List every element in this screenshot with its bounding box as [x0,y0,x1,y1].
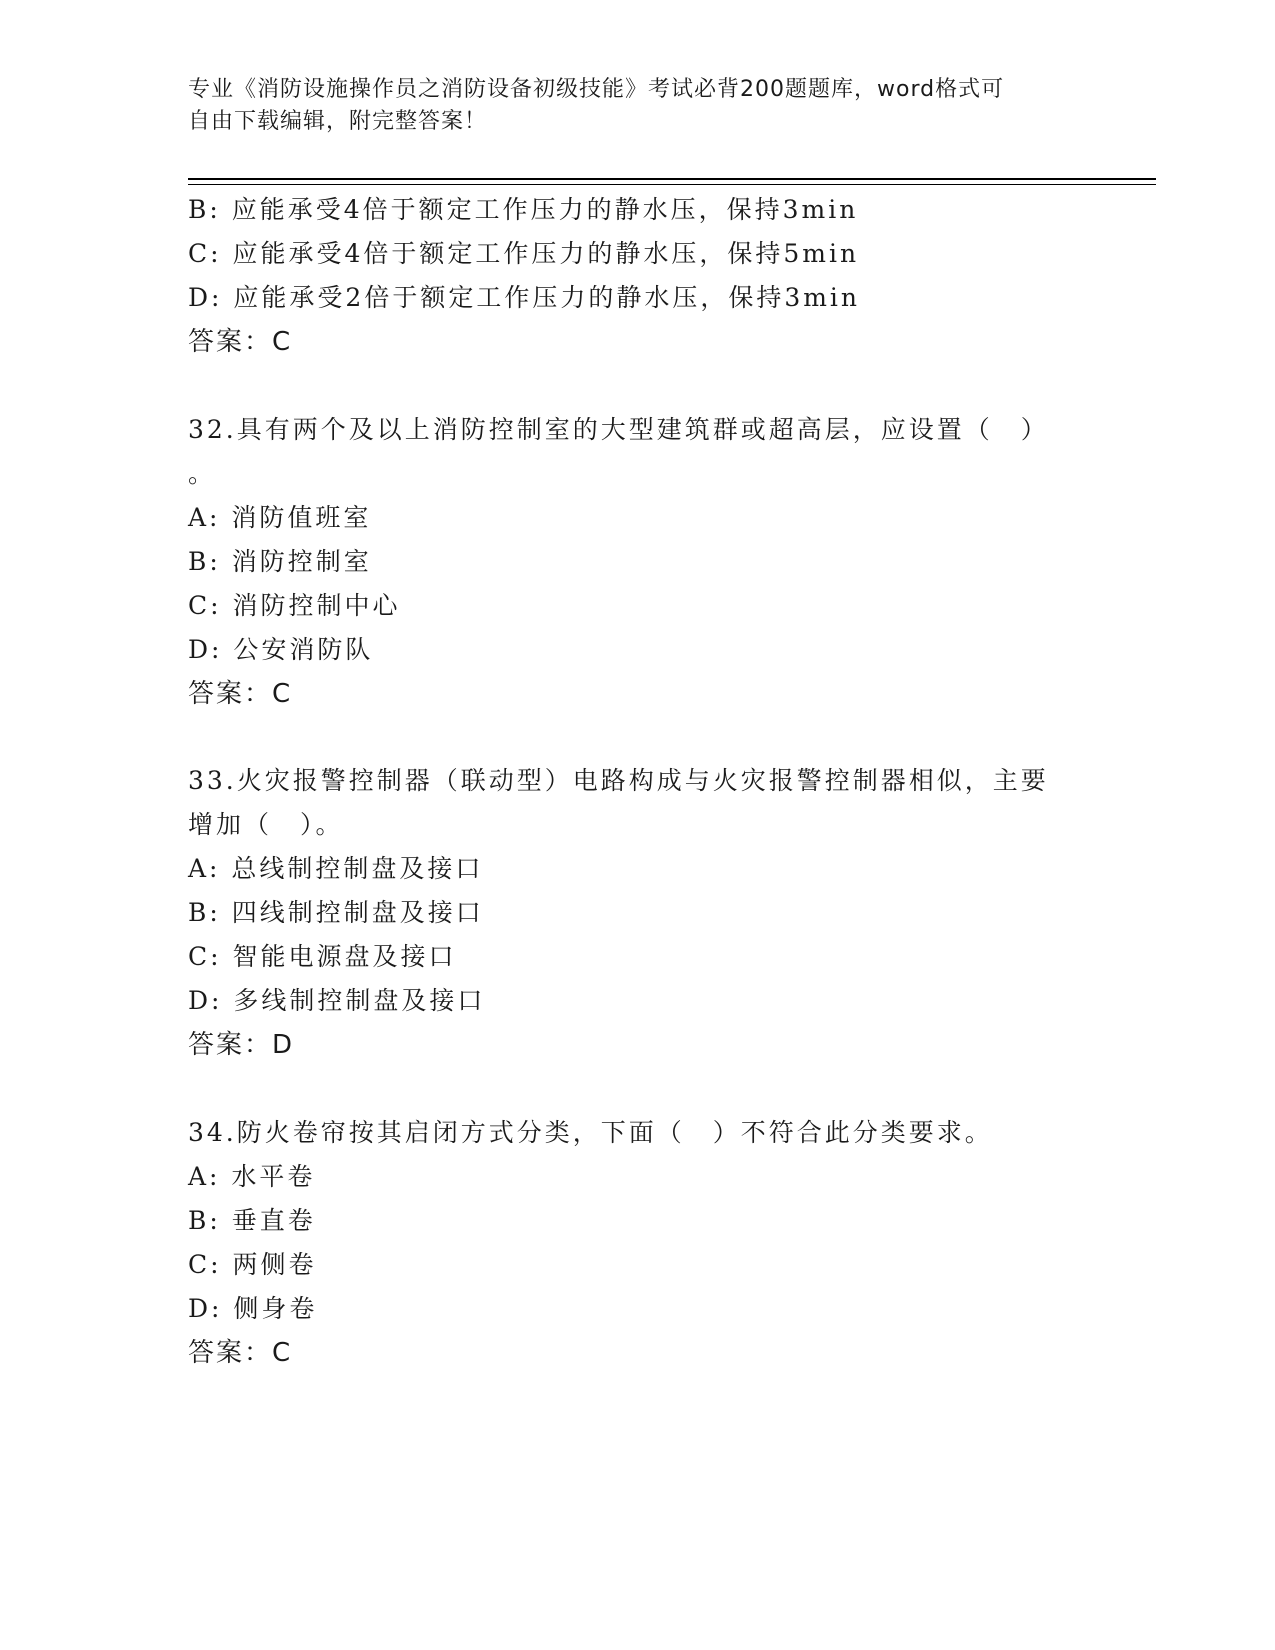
q32-stem-line-1: 32.具有两个及以上消防控制室的大型建筑群或超高层，应设置（ ） [188,415,1049,444]
header-line-1: 专业《消防设施操作员之消防设备初级技能》考试必背200题题库，word格式可 [188,77,1005,102]
q32-option-d: D: 公安消防队 [188,635,374,664]
q31-option-b: B: 应能承受4倍于额定工作压力的静水压，保持3min [188,195,859,224]
q34-stem-line-1: 34.防火卷帘按其启闭方式分类，下面（ ）不符合此分类要求。 [188,1118,993,1147]
q33-option-a: A: 总线制控制盘及接口 [188,854,484,883]
header-divider-thick [188,178,1156,180]
q32-option-b: B: 消防控制室 [188,547,372,576]
q32-option-a: A: 消防值班室 [188,503,372,532]
q31-answer: 答案：C [188,327,293,357]
header-divider-thin [188,184,1156,185]
q32-option-c: C: 消防控制中心 [188,591,401,620]
q33-answer: 答案：D [188,1030,295,1060]
q34-option-a: A: 水平卷 [188,1162,316,1191]
q33-option-c: C: 智能电源盘及接口 [188,942,457,971]
q32-answer: 答案：C [188,679,293,709]
q32-stem-line-2: 。 [188,459,217,488]
q33-stem-line-1: 33.火灾报警控制器（联动型）电路构成与火灾报警控制器相似，主要 [188,766,1049,795]
q34-option-d: D: 侧身卷 [188,1294,318,1323]
q34-option-c: C: 两侧卷 [188,1250,317,1279]
q31-option-c: C: 应能承受4倍于额定工作压力的静水压，保持5min [188,239,860,268]
header-line-2: 自由下载编辑，附完整答案！ [188,109,488,134]
q34-answer: 答案：C [188,1338,293,1368]
q34-option-b: B: 垂直卷 [188,1206,316,1235]
q31-option-d: D: 应能承受2倍于额定工作压力的静水压，保持3min [188,283,861,312]
q33-stem-line-2: 增加（ ）。 [188,810,344,839]
q33-option-b: B: 四线制控制盘及接口 [188,898,484,927]
document-header [188,74,1088,138]
q33-option-d: D: 多线制控制盘及接口 [188,986,486,1015]
